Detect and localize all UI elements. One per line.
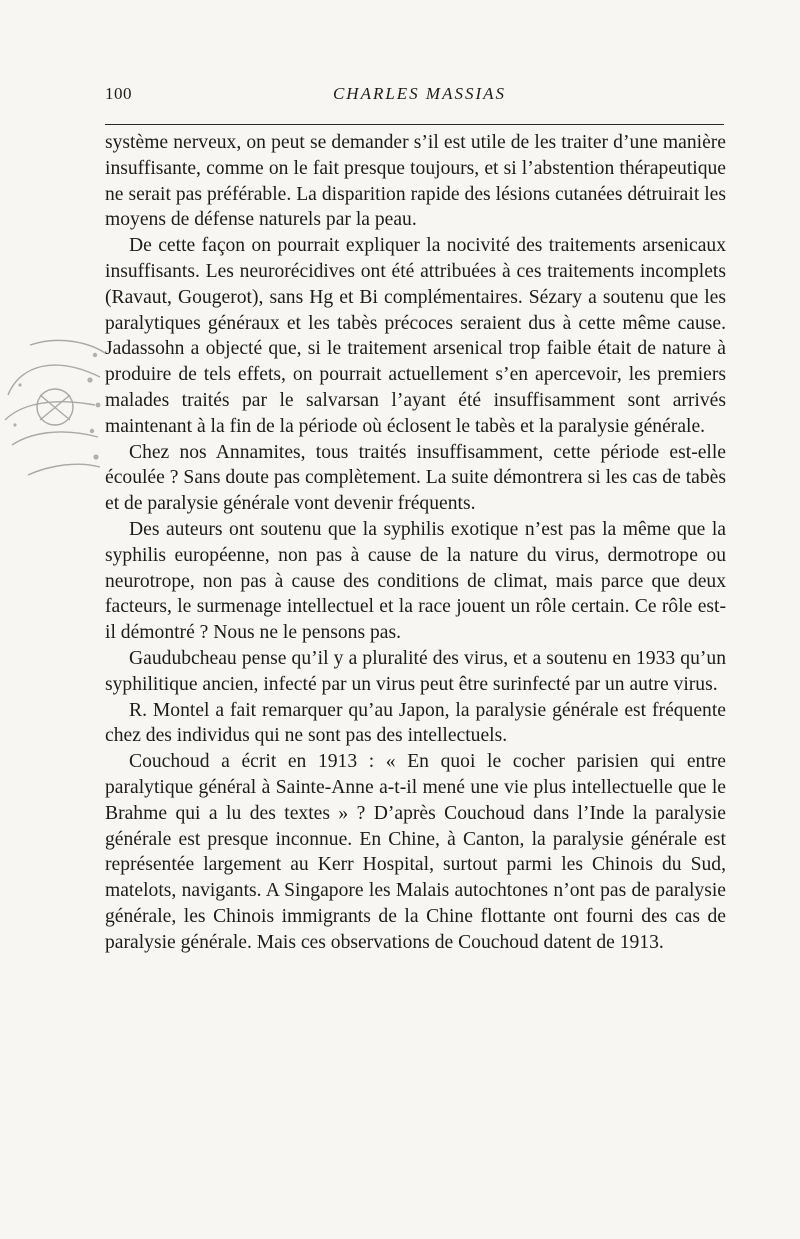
- library-stamp-mark: [0, 325, 110, 485]
- running-title: CHARLES MASSIAS: [332, 84, 507, 103]
- paragraph: Gaudubcheau pense qu’il y a pluralité des virus, et a soutenu en 1933 qu’un syphilitique ancien, infecté par un virus peut être surinfecté par un autre virus.: [105, 647, 726, 695]
- page-number: 100: [105, 84, 132, 103]
- header-rule: [105, 124, 724, 125]
- body-text: [105, 130, 726, 956]
- paragraph: De cette façon on pourrait expliquer la nocivité des traitements arsenicaux insuffisants. Les neurorécidives ont été attribuées à ces traitements incomplets (Ravaut, Gougerot), sans Hg et Bi complémentaires. Sézary a soutenu que les paralytiques généraux et les tabès précoces seraient dus à cette même cause. Jadassohn a objecté que, si le traitement arsenical trop faible était de nature à produire de tels effets, on pourrait actuellement s’en apercevoir, les premiers malades traités par le salvarsan l’ayant été insuffisamment sont arrivés maintenant à la fin de la période où éclosent le tabès et la paralysie générale.: [105, 235, 726, 437]
- running-head: [105, 84, 724, 110]
- paragraph: Couchoud a écrit en 1913 : « En quoi le cocher parisien qui entre paralytique général à Sainte-Anne a-t-il mené une vie plus intellectuelle que le Brahme qui a lu des textes » ? D’après Couchoud dans l’Inde la paralysie générale est presque inconnue. En Chine, à Canton, la paralysie générale est représentée largement au Kerr Hospital, surtout parmi les Chinois du Sud, matelots, navigants. A Singapore les Malais autochtones n’ont pas de paralysie générale, les Chinois immigrants de la Chine flottante ont fourni des cas de paralysie générale. Mais ces observations de Couchoud datent de 1913.: [105, 751, 726, 953]
- paragraph: système nerveux, on peut se demander s’il est utile de les traiter d’une manière insuffisante, comme on le fait presque toujours, et si l’abstention thérapeutique ne serait pas préférable. La disparition rapide des lésions cutanées détruirait les moyens de défense naturels par la peau.: [105, 132, 726, 231]
- paragraph: Chez nos Annamites, tous traités insuffisamment, cette période est-elle écoulée ? Sans doute pas complètement. La suite démontrera si les cas de tabès et de paralysie générale vont devenir fréquents.: [105, 441, 726, 515]
- paragraph: R. Montel a fait remarquer qu’au Japon, la paralysie générale est fréquente chez des individus qui ne sont pas des intellectuels.: [105, 699, 726, 747]
- paragraph: Des auteurs ont soutenu que la syphilis exotique n’est pas la même que la syphilis européenne, non pas à cause de la nature du virus, dermotrope ou neurotrope, non pas à cause des conditions de climat, mais parce que deux facteurs, le surmenage intellectuel et la race jouent un rôle certain. Ce rôle est-il démontré ? Nous ne le pensons pas.: [105, 518, 726, 644]
